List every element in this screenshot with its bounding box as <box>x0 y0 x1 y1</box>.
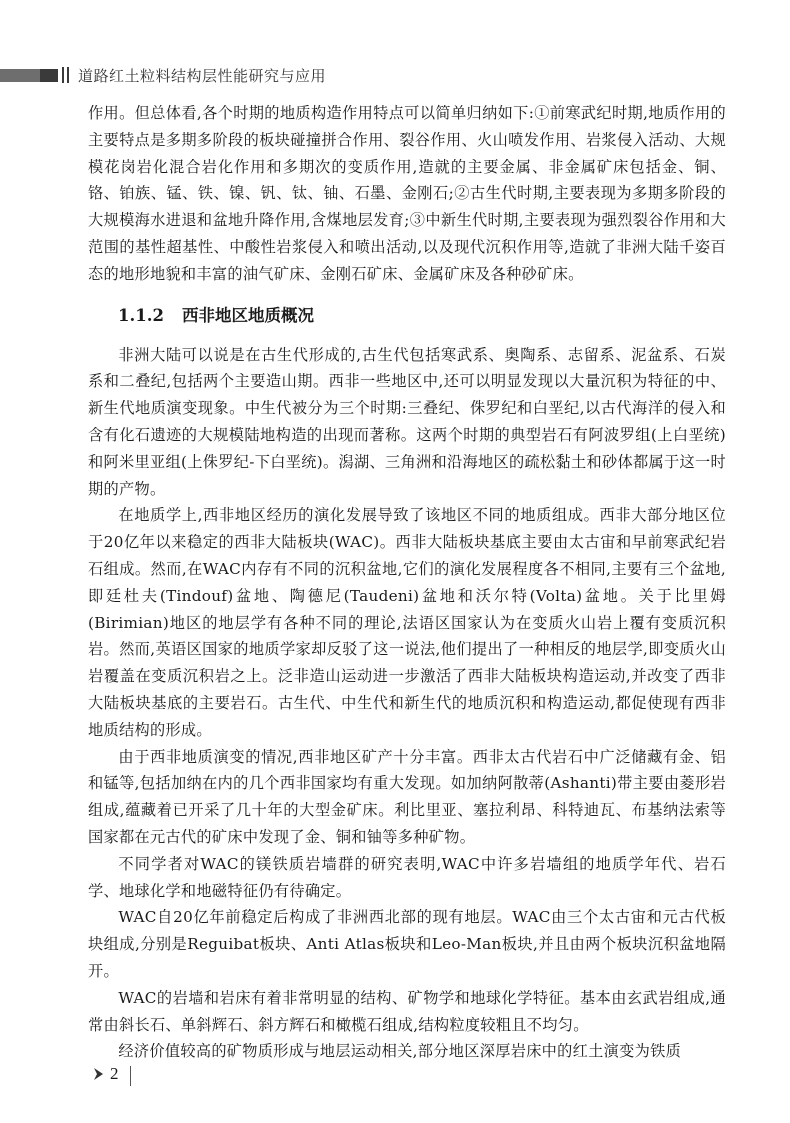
header-decor-tick <box>62 67 64 83</box>
paragraph: 经济价值较高的矿物质形成与地层运动相关,部分地区深厚岩床中的红土演变为铁质 <box>118 1042 682 1061</box>
page-body <box>88 100 726 1065</box>
paragraph: 在地质学上,西非地区经历的演化发展导致了该地区不同的地质组成。西非大部分地区位于20亿年以来稳定的西非大陆板块(WAC)。西非大陆板块基底主要由太古宙和早前寒武纪岩石组成。然而,在WAC内存有不同的沉积盆地,它们的演化发展程度各不相同,主要有三个盆地,即廷杜夫(Tindouf)盆地、陶德尼(Taudeni)盆地和沃尔特(Volta)盆地。关于比里姆(Birimian)地区的地层学有各种不同的理论,法语区国家认为在变质火山岩上覆有变质沉积岩。然而,英语区国家的地质学家却反驳了这一说法,他们提出了一种相反的地层学,即变质火山岩覆盖在变质沉积岩之上。泛非造山运动进一步激活了西非大陆板块构造运动,并改变了西非大陆板块基底的主要岩石。古生代、中生代和新生代的地质沉积和构造运动,都促使现有西非地质结构的形成。 <box>88 506 726 739</box>
paragraph: 非洲大陆可以说是在古生代形成的,古生代包括寒武系、奥陶系、志留系、泥盆系、石炭系和二叠纪,包括两个主要造山期。西非一些地区中,还可以明显发现以大量沉积为特征的中、新生代地质演变现象。中生代被分为三个时期:三叠纪、侏罗纪和白垩纪,以古代海洋的侵入和含有化石遗迹的大规模陆地构造的出现而著称。这两个时期的典型岩石有阿波罗组(上白垩统)和阿米里亚组(上侏罗纪-下白垩统)。潟湖、三角洲和沿海地区的疏松黏土和砂体都属于这一时期的产物。 <box>88 345 726 498</box>
arrow-right-icon <box>92 1066 106 1082</box>
paragraph: 不同学者对WAC的镁铁质岩墙群的研究表明,WAC中许多岩墙组的地质学年代、岩石学、地球化学和地磁特征仍有待确定。 <box>88 854 726 900</box>
section-title: 西非地区地质概况 <box>181 305 314 325</box>
running-header <box>0 60 790 90</box>
paragraph: 由于西非地质演变的情况,西非地区矿产十分丰富。西非太古代岩石中广泛储藏有金、铝和锰等,包括加纳在内的几个西非国家均有重大发现。如加纳阿散蒂(Ashanti)带主要由菱形岩组成,蕴藏着已开采了几十年的大型金矿床。利比里亚、塞拉利昂、科特迪瓦、布基纳法索等国家都在元古代的矿床中发现了金、铜和铀等多种矿物。 <box>88 747 726 846</box>
book-title: 道路红土粒料结构层性能研究与应用 <box>78 67 327 85</box>
paragraph: 作用。但总体看,各个时期的地质构造作用特点可以简单归纳如下:①前寒武纪时期,地质作用的主要特点是多期多阶段的板块碰撞拼合作用、裂谷作用、火山喷发作用、岩浆侵入活动、大规模花岗岩化混合岩化作用和多期次的变质作用,造就的主要金属、非金属矿床包括金、铜、铬、铂族、锰、铁、镍、钒、钛、铀、石墨、金刚石;②古生代时期,主要表现为多期多阶段的大规模海水进退和盆地升降作用,含煤地层发育;③中新生代时期,主要表现为强烈裂谷作用和大范围的基性超基性、中酸性岩浆侵入和喷出活动,以及现代沉积作用等,造就了非洲大陆千姿百态的地形地貌和丰富的油气矿床、金刚石矿床、金属矿床及各种砂矿床。 <box>88 104 726 283</box>
section-number: 1.1.2 <box>118 305 164 325</box>
paragraph: WAC的岩墙和岩床有着非常明显的结构、矿物学和地球化学特征。基本由玄武岩组成,通常由斜长石、单斜辉石、斜方辉石和橄榄石组成,结构粒度较粗且不均匀。 <box>88 988 726 1034</box>
page-number: 2 <box>110 1064 119 1083</box>
section-heading <box>88 302 726 330</box>
paragraph: WAC自20亿年前稳定后构成了非洲西北部的现有地层。WAC由三个太古宙和元古代板块组成,分别是Reguibat板块、Anti Atlas板块和Leo-Man板块,并且由两个板块沉积盆地隔开。 <box>88 908 726 980</box>
header-decor-tick <box>67 67 69 83</box>
footer-divider <box>130 1066 131 1086</box>
header-decor-bar-dark <box>40 69 58 82</box>
